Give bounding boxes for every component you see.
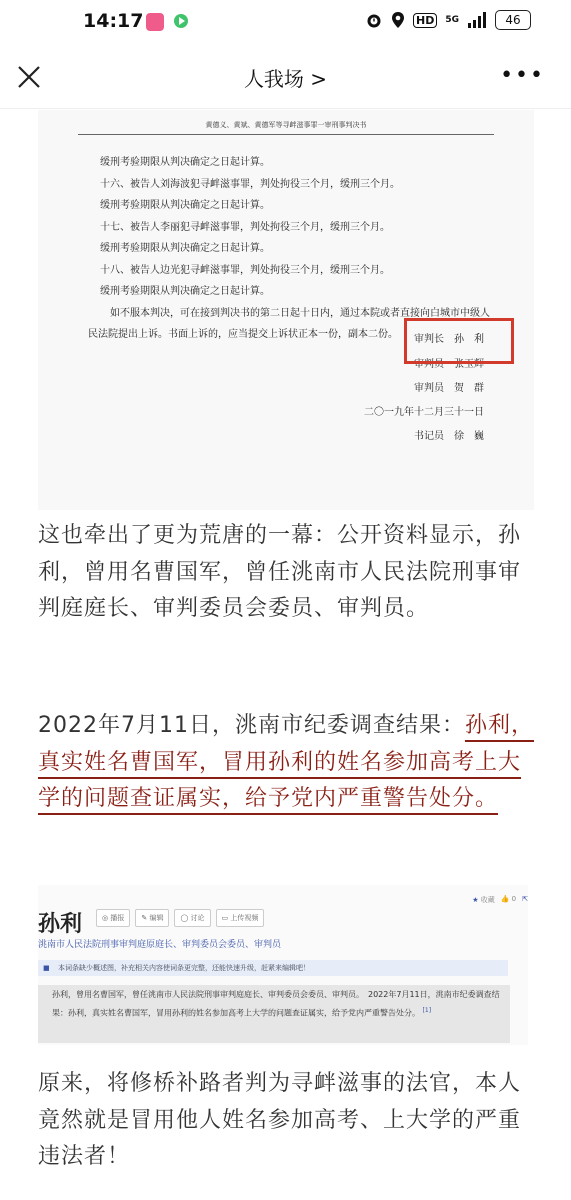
clerk-signature: 书记员 徐 巍 bbox=[414, 431, 484, 442]
network-label: 5G bbox=[445, 15, 459, 25]
chat-icon: ◯ bbox=[180, 914, 189, 922]
nav-bar bbox=[0, 46, 571, 109]
page-title[interactable]: 人我场 > bbox=[243, 67, 328, 91]
status-bar bbox=[0, 0, 571, 46]
discuss-button[interactable] bbox=[174, 909, 210, 927]
baike-summary bbox=[38, 985, 510, 1043]
edit-label: 编辑 bbox=[149, 914, 164, 922]
judgment-document-image bbox=[38, 110, 534, 510]
edit-button[interactable] bbox=[135, 909, 169, 927]
broadcast-label: 播报 bbox=[110, 914, 125, 922]
like-button[interactable] bbox=[501, 895, 516, 905]
info-icon: ■ bbox=[43, 964, 50, 972]
document-line: 缓刑考验期限从判决确定之日起计算。 bbox=[100, 200, 270, 211]
chief-judge-signature: 审判长 孙 利 bbox=[414, 334, 484, 345]
broadcast-button[interactable] bbox=[96, 909, 130, 927]
app-notification-icon bbox=[146, 13, 164, 31]
article-paragraph-highlight bbox=[38, 708, 538, 818]
notice-text: 本词条缺少概述图，补充相关内容使词条更完整，还能快速升级，赶紧来编辑吧！ bbox=[58, 964, 310, 972]
status-time: 14:17 bbox=[83, 10, 144, 32]
share-icon[interactable]: ⇱ bbox=[522, 895, 528, 903]
baike-screenshot bbox=[38, 885, 528, 1045]
baike-title: 孙利 bbox=[38, 911, 83, 937]
document-line: 十六、被告人刘海波犯寻衅滋事罪，判处拘役三个月，缓刑三个月。 bbox=[100, 178, 400, 190]
alarm-icon bbox=[365, 11, 383, 29]
speaker-icon: ◎ bbox=[102, 914, 109, 922]
baike-subtitle: 洮南市人民法院刑事审判庭原庭长、审判委员会委员、审判员 bbox=[38, 940, 282, 950]
document-line: 民法院提出上诉。书面上诉的，应当提交上诉状正本一份，副本二份。 bbox=[88, 329, 398, 340]
favorite-button[interactable] bbox=[472, 895, 495, 905]
like-count: 0 bbox=[511, 895, 517, 903]
document-header: 黄德义、黄斌、黄德军等寻衅滋事罪一审刑事判决书 bbox=[78, 120, 494, 135]
document-line: 如不服本判决，可在接到判决书的第二日起十日内，通过本院或者直接向白城市中级人 bbox=[110, 307, 490, 319]
article-paragraph: 原来，将修桥补路者判为寻衅滋事的法官，本人竟然就是冒用他人姓名参加高考、上大学的严重违法者！ bbox=[38, 1071, 522, 1169]
favorite-label: 收藏 bbox=[480, 896, 495, 904]
document-line: 十八、被告人边光犯寻衅滋事罪，判处拘役三个月，缓刑三个月。 bbox=[100, 264, 390, 276]
battery-icon: 46 bbox=[495, 10, 531, 30]
baike-notice bbox=[38, 960, 508, 976]
judge-signature: 审判员 贺 群 bbox=[414, 383, 484, 394]
document-line: 缓刑考验期限从判决确定之日起计算。 bbox=[100, 157, 270, 168]
location-icon bbox=[391, 11, 405, 29]
video-icon: ▭ bbox=[221, 914, 229, 922]
highlighted-text: 孙利，真实姓名曹国军，冒用孙利的姓名参加高考上大学的问题查证属实，给予党内严重警告处分。 bbox=[38, 713, 534, 811]
reference-mark[interactable]: [1] bbox=[422, 1007, 432, 1014]
document-date: 二〇一九年十二月三十一日 bbox=[364, 407, 484, 418]
document-line: 缓刑考验期限从判决确定之日起计算。 bbox=[100, 286, 270, 297]
status-icons bbox=[365, 10, 531, 30]
red-highlight-box bbox=[404, 318, 514, 364]
video-app-icon bbox=[171, 12, 191, 32]
hd-badge: HD bbox=[413, 13, 437, 28]
summary-text: 孙利，曾用名曹国军，曾任洮南市人民法院刑事审判庭庭长、审判委员会委员、审判员。 2022年7月11日，洮南市纪委调查结果：孙利，真实姓名曹国军，冒用孙利的姓名参加高考上大学的问题查证属实，给予党内严重警告处分。 bbox=[52, 990, 500, 1018]
document-line: 缓刑考验期限从判决确定之日起计算。 bbox=[100, 243, 270, 254]
pencil-icon: ✎ bbox=[141, 914, 148, 922]
star-icon: ★ bbox=[472, 896, 479, 904]
signal-icon bbox=[467, 12, 487, 28]
document-line: 十七、被告人李丽犯寻衅滋事罪，判处拘役三个月，缓刑三个月。 bbox=[100, 221, 390, 233]
upload-video-button[interactable] bbox=[216, 909, 265, 927]
paragraph-date-text: 2022年7月11日，洮南市纪委调查结果： bbox=[38, 713, 465, 738]
judge-signature: 审判员 张玉辉 bbox=[414, 359, 484, 370]
document-body bbox=[88, 152, 520, 346]
upload-video-label: 上传视频 bbox=[230, 914, 259, 922]
discuss-label: 讨论 bbox=[190, 914, 205, 922]
baike-toolbar bbox=[96, 909, 264, 927]
baike-actions bbox=[472, 895, 528, 905]
article-paragraph: 这也牵出了更为荒唐的一幕：公开资料显示，孙利，曾用名曹国军，曾任洮南市人民法院刑事审判庭庭长、审判委员会委员、审判员。 bbox=[38, 523, 522, 621]
thumbs-up-icon: 👍 bbox=[500, 895, 510, 903]
more-options-icon[interactable]: ••• bbox=[500, 63, 545, 88]
